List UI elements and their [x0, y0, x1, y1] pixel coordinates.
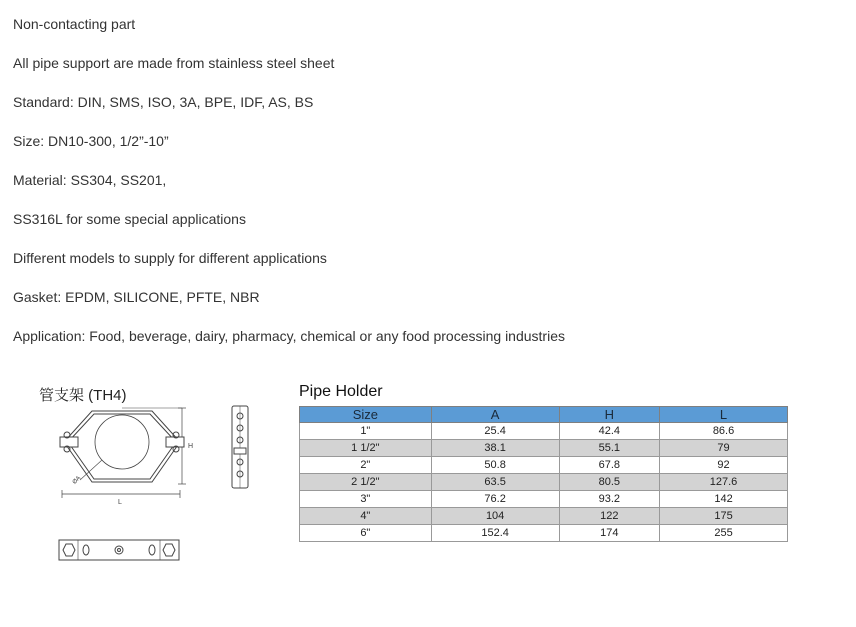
cell-l: 86.6	[660, 423, 788, 440]
column-header-a: A	[431, 407, 559, 423]
table-title: Pipe Holder	[299, 383, 383, 400]
cell-size: 2 1/2"	[300, 474, 432, 491]
cell-size: 3"	[300, 491, 432, 508]
cell-a: 63.5	[431, 474, 559, 491]
cell-l: 255	[660, 525, 788, 542]
description-line: Gasket: EPDM, SILICONE, PFTE, NBR	[13, 289, 260, 305]
pipe-holder-front-view	[52, 402, 202, 510]
cell-a: 76.2	[431, 491, 559, 508]
cell-size: 4"	[300, 508, 432, 525]
dim-h-label: H	[188, 443, 194, 450]
cell-h: 67.8	[559, 457, 660, 474]
description-line: Application: Food, beverage, dairy, pharmacy, chemical or any food processing industries	[13, 328, 565, 344]
cell-a: 38.1	[431, 440, 559, 457]
table-row	[300, 423, 788, 440]
description-line: Material: SS304, SS201,	[13, 172, 167, 188]
table-row	[300, 474, 788, 491]
table-row	[300, 491, 788, 508]
cell-size: 6"	[300, 525, 432, 542]
cell-a: 152.4	[431, 525, 559, 542]
pipe-holder-top-view	[58, 538, 180, 562]
drawing-title: 管支架 (TH4)	[39, 387, 127, 404]
cell-size: 2"	[300, 457, 432, 474]
column-header-size: Size	[300, 407, 432, 423]
table-row	[300, 457, 788, 474]
column-header-l: L	[660, 407, 788, 423]
cell-a: 25.4	[431, 423, 559, 440]
cell-h: 122	[559, 508, 660, 525]
description-line: Different models to supply for different applications	[13, 250, 327, 266]
pipe-holder-table	[299, 406, 788, 542]
dim-l-label: L	[118, 499, 122, 506]
description-line: Standard: DIN, SMS, ISO, 3A, BPE, IDF, AS, BS	[13, 94, 314, 110]
description-line: Non-contacting part	[13, 16, 136, 32]
table-row	[300, 440, 788, 457]
cell-h: 174	[559, 525, 660, 542]
cell-a: 104	[431, 508, 559, 525]
cell-l: 92	[660, 457, 788, 474]
cell-l: 127.6	[660, 474, 788, 491]
cell-h: 42.4	[559, 423, 660, 440]
column-header-h: H	[559, 407, 660, 423]
dim-a-label: ØA	[71, 475, 83, 486]
cell-l: 79	[660, 440, 788, 457]
description-line: All pipe support are made from stainless steel sheet	[13, 55, 335, 71]
table-header-row	[300, 407, 788, 423]
description-line: SS316L for some special applications	[13, 211, 246, 227]
description-line: Size: DN10-300, 1/2”-10”	[13, 133, 169, 149]
cell-l: 175	[660, 508, 788, 525]
cell-size: 1"	[300, 423, 432, 440]
cell-h: 80.5	[559, 474, 660, 491]
cell-h: 93.2	[559, 491, 660, 508]
pipe-holder-side-view	[226, 404, 254, 490]
table-row	[300, 525, 788, 542]
table-row	[300, 508, 788, 525]
cell-a: 50.8	[431, 457, 559, 474]
cell-size: 1 1/2"	[300, 440, 432, 457]
cell-h: 55.1	[559, 440, 660, 457]
cell-l: 142	[660, 491, 788, 508]
